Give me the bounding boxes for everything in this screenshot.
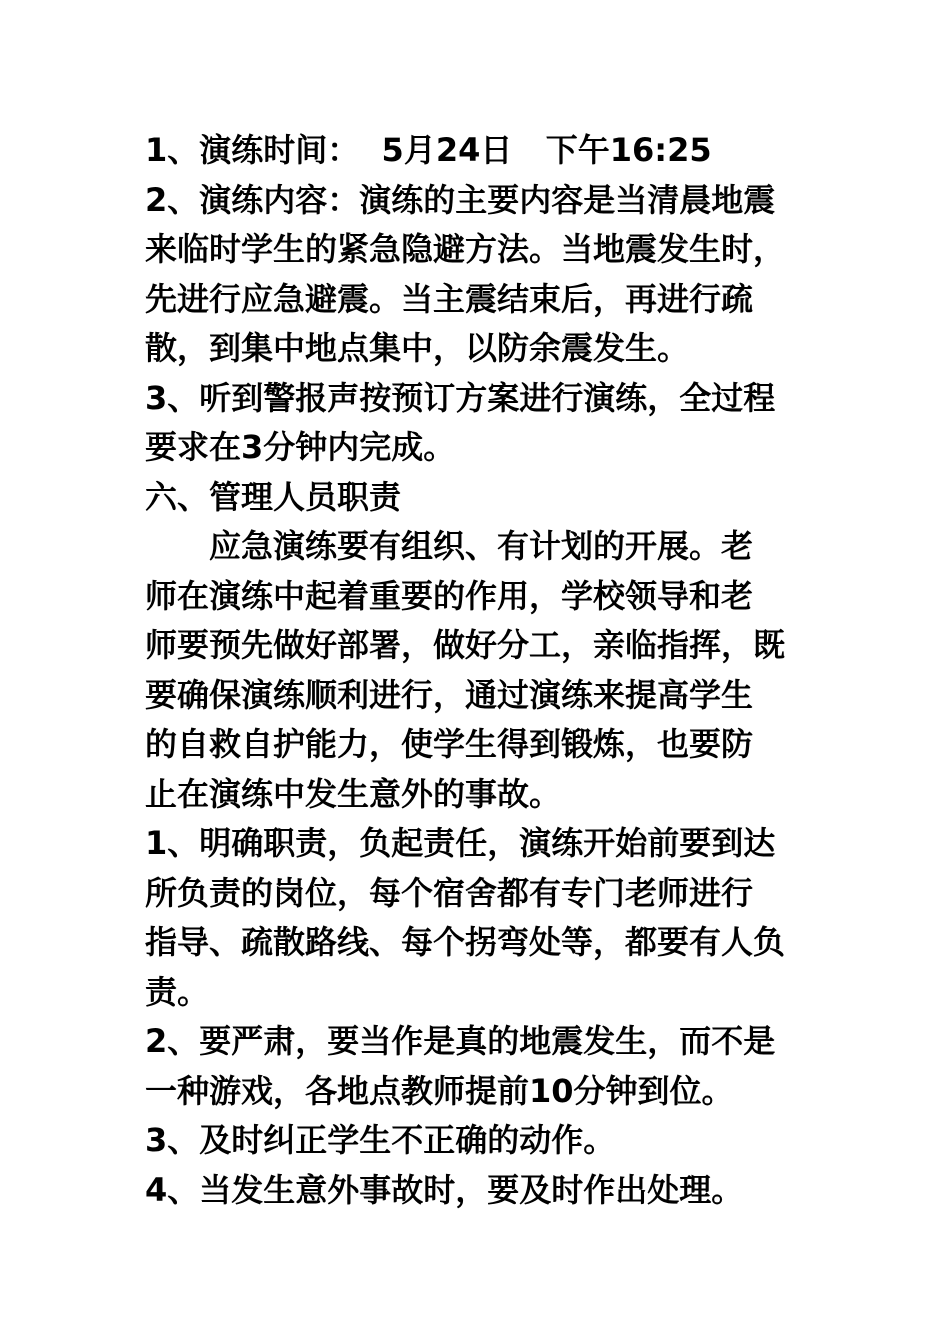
- paragraph-line: 的自救自护能力，使学生得到锻炼，也要防: [145, 725, 754, 763]
- paragraph-line: 师在演练中起着重要的作用，学校领导和老: [145, 576, 754, 615]
- alarm-drill-line: 3、听到警报声按预订方案进行演练，全过程: [145, 378, 776, 417]
- drill-time-line: 1、演练时间： 5月24日 下午16:25: [145, 131, 712, 169]
- section-heading: 六、管理人员职责: [145, 477, 402, 516]
- paragraph-line: 止在演练中发生意外的事故。: [145, 774, 562, 813]
- paragraph-line: 指导、疏散路线、每个拐弯处等，都要有人负: [145, 923, 786, 961]
- paragraph-line: 一种游戏，各地点教师提前10分钟到位。: [145, 1071, 734, 1110]
- paragraph-line: 责。: [145, 972, 210, 1011]
- duty-item-4: 4、当发生意外事故时，要及时作出处理。: [145, 1170, 744, 1209]
- paragraph-first-line: 应急演练要有组织、有计划的开展。老: [209, 527, 754, 565]
- duty-item-2: 2、要严肃，要当作是真的地震发生，而不是: [145, 1022, 776, 1060]
- drill-content-line: 2、演练内容：演练的主要内容是当清晨地震: [145, 180, 776, 219]
- paragraph-line: 来临时学生的紧急隐避方法。当地震发生时，: [145, 230, 786, 268]
- paragraph-line: 要确保演练顺利进行，通过演练来提高学生: [145, 675, 754, 714]
- duty-item-3: 3、及时纠正学生不正确的动作。: [145, 1121, 616, 1159]
- paragraph-line: 要求在3分钟内完成。: [145, 428, 456, 466]
- duty-item-1: 1、明确职责，负起责任，演练开始前要到达: [145, 824, 776, 862]
- paragraph-line: 所负责的岗位，每个宿舍都有专门老师进行: [145, 873, 754, 912]
- paragraph-line: 先进行应急避震。当主震结束后，再进行疏: [145, 279, 754, 318]
- paragraph-line: 散，到集中地点集中，以防余震发生。: [145, 329, 690, 367]
- paragraph-line: 师要预先做好部署，做好分工，亲临指挥，既: [145, 626, 786, 664]
- document-body: [145, 126, 810, 1215]
